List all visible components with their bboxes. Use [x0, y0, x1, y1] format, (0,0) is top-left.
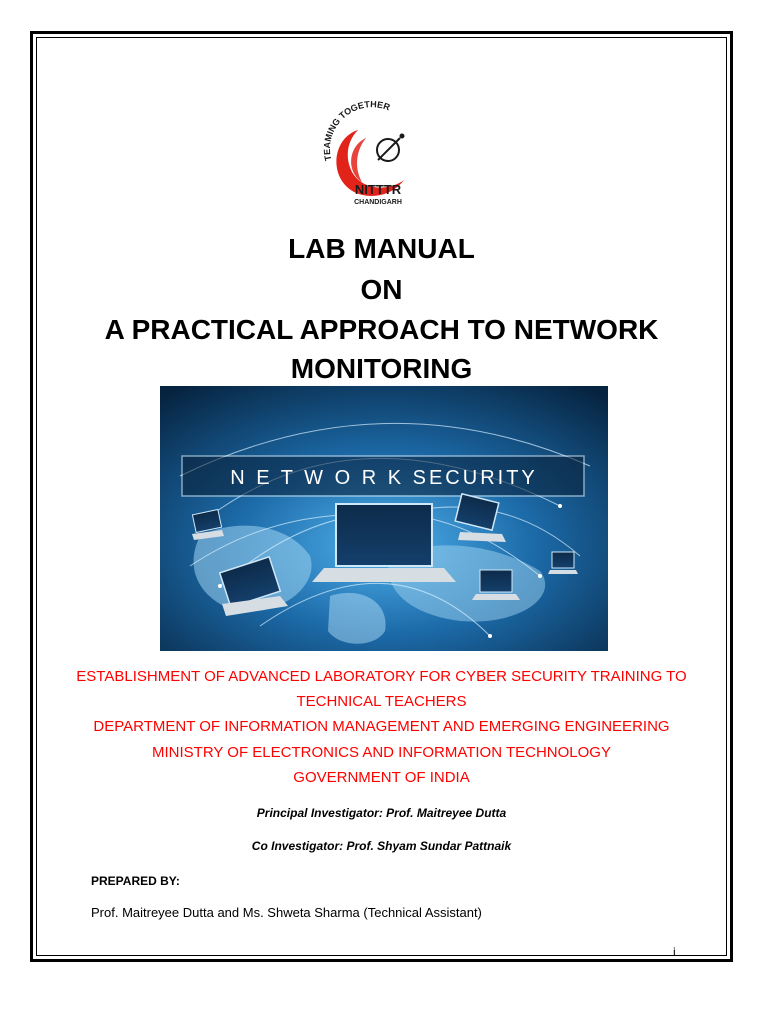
logo-arc-text: TEAMING TOGETHER [321, 100, 392, 162]
prepared-by-names: Prof. Maitreyee Dutta and Ms. Shweta Sharma (Technical Assistant) [91, 905, 482, 920]
page-number: i [673, 945, 676, 959]
institution-line-5: GOVERNMENT OF INDIA [293, 769, 470, 786]
hero-banner-text: N E T W O R K SECURITY [230, 467, 538, 489]
institution-line-4: MINISTRY OF ELECTRONICS AND INFORMATION TECHNOLOGY [152, 744, 611, 761]
institution-line-3: DEPARTMENT OF INFORMATION MANAGEMENT AND EMERGING ENGINEERING [93, 718, 670, 735]
title-line-4: MONITORING [290, 353, 473, 384]
logo-name: NITTTR [354, 182, 402, 197]
logo-city: CHANDIGARH [354, 199, 402, 206]
title-line-2: ON [360, 274, 403, 305]
hero-laptop-far-right [548, 552, 578, 574]
network-security-image [160, 386, 608, 651]
logo-globe-dot [400, 134, 405, 139]
title-line-3: A PRACTICAL APPROACH TO NETWORK [104, 314, 659, 345]
institution-line-2: TECHNICAL TEACHERS [296, 693, 467, 710]
hero-laptop-small-left [192, 509, 224, 540]
institution-line-1: ESTABLISHMENT OF ADVANCED LABORATORY FOR CYBER SECURITY TRAINING TO [76, 668, 687, 685]
nitttr-logo [318, 100, 430, 212]
co-investigator: Co Investigator: Prof. Shyam Sundar Pattnaik [251, 839, 512, 853]
prepared-by-label: PREPARED BY: [91, 874, 180, 888]
title-line-1: LAB MANUAL [288, 233, 475, 264]
principal-investigator: Principal Investigator: Prof. Maitreyee Dutta [256, 806, 507, 820]
